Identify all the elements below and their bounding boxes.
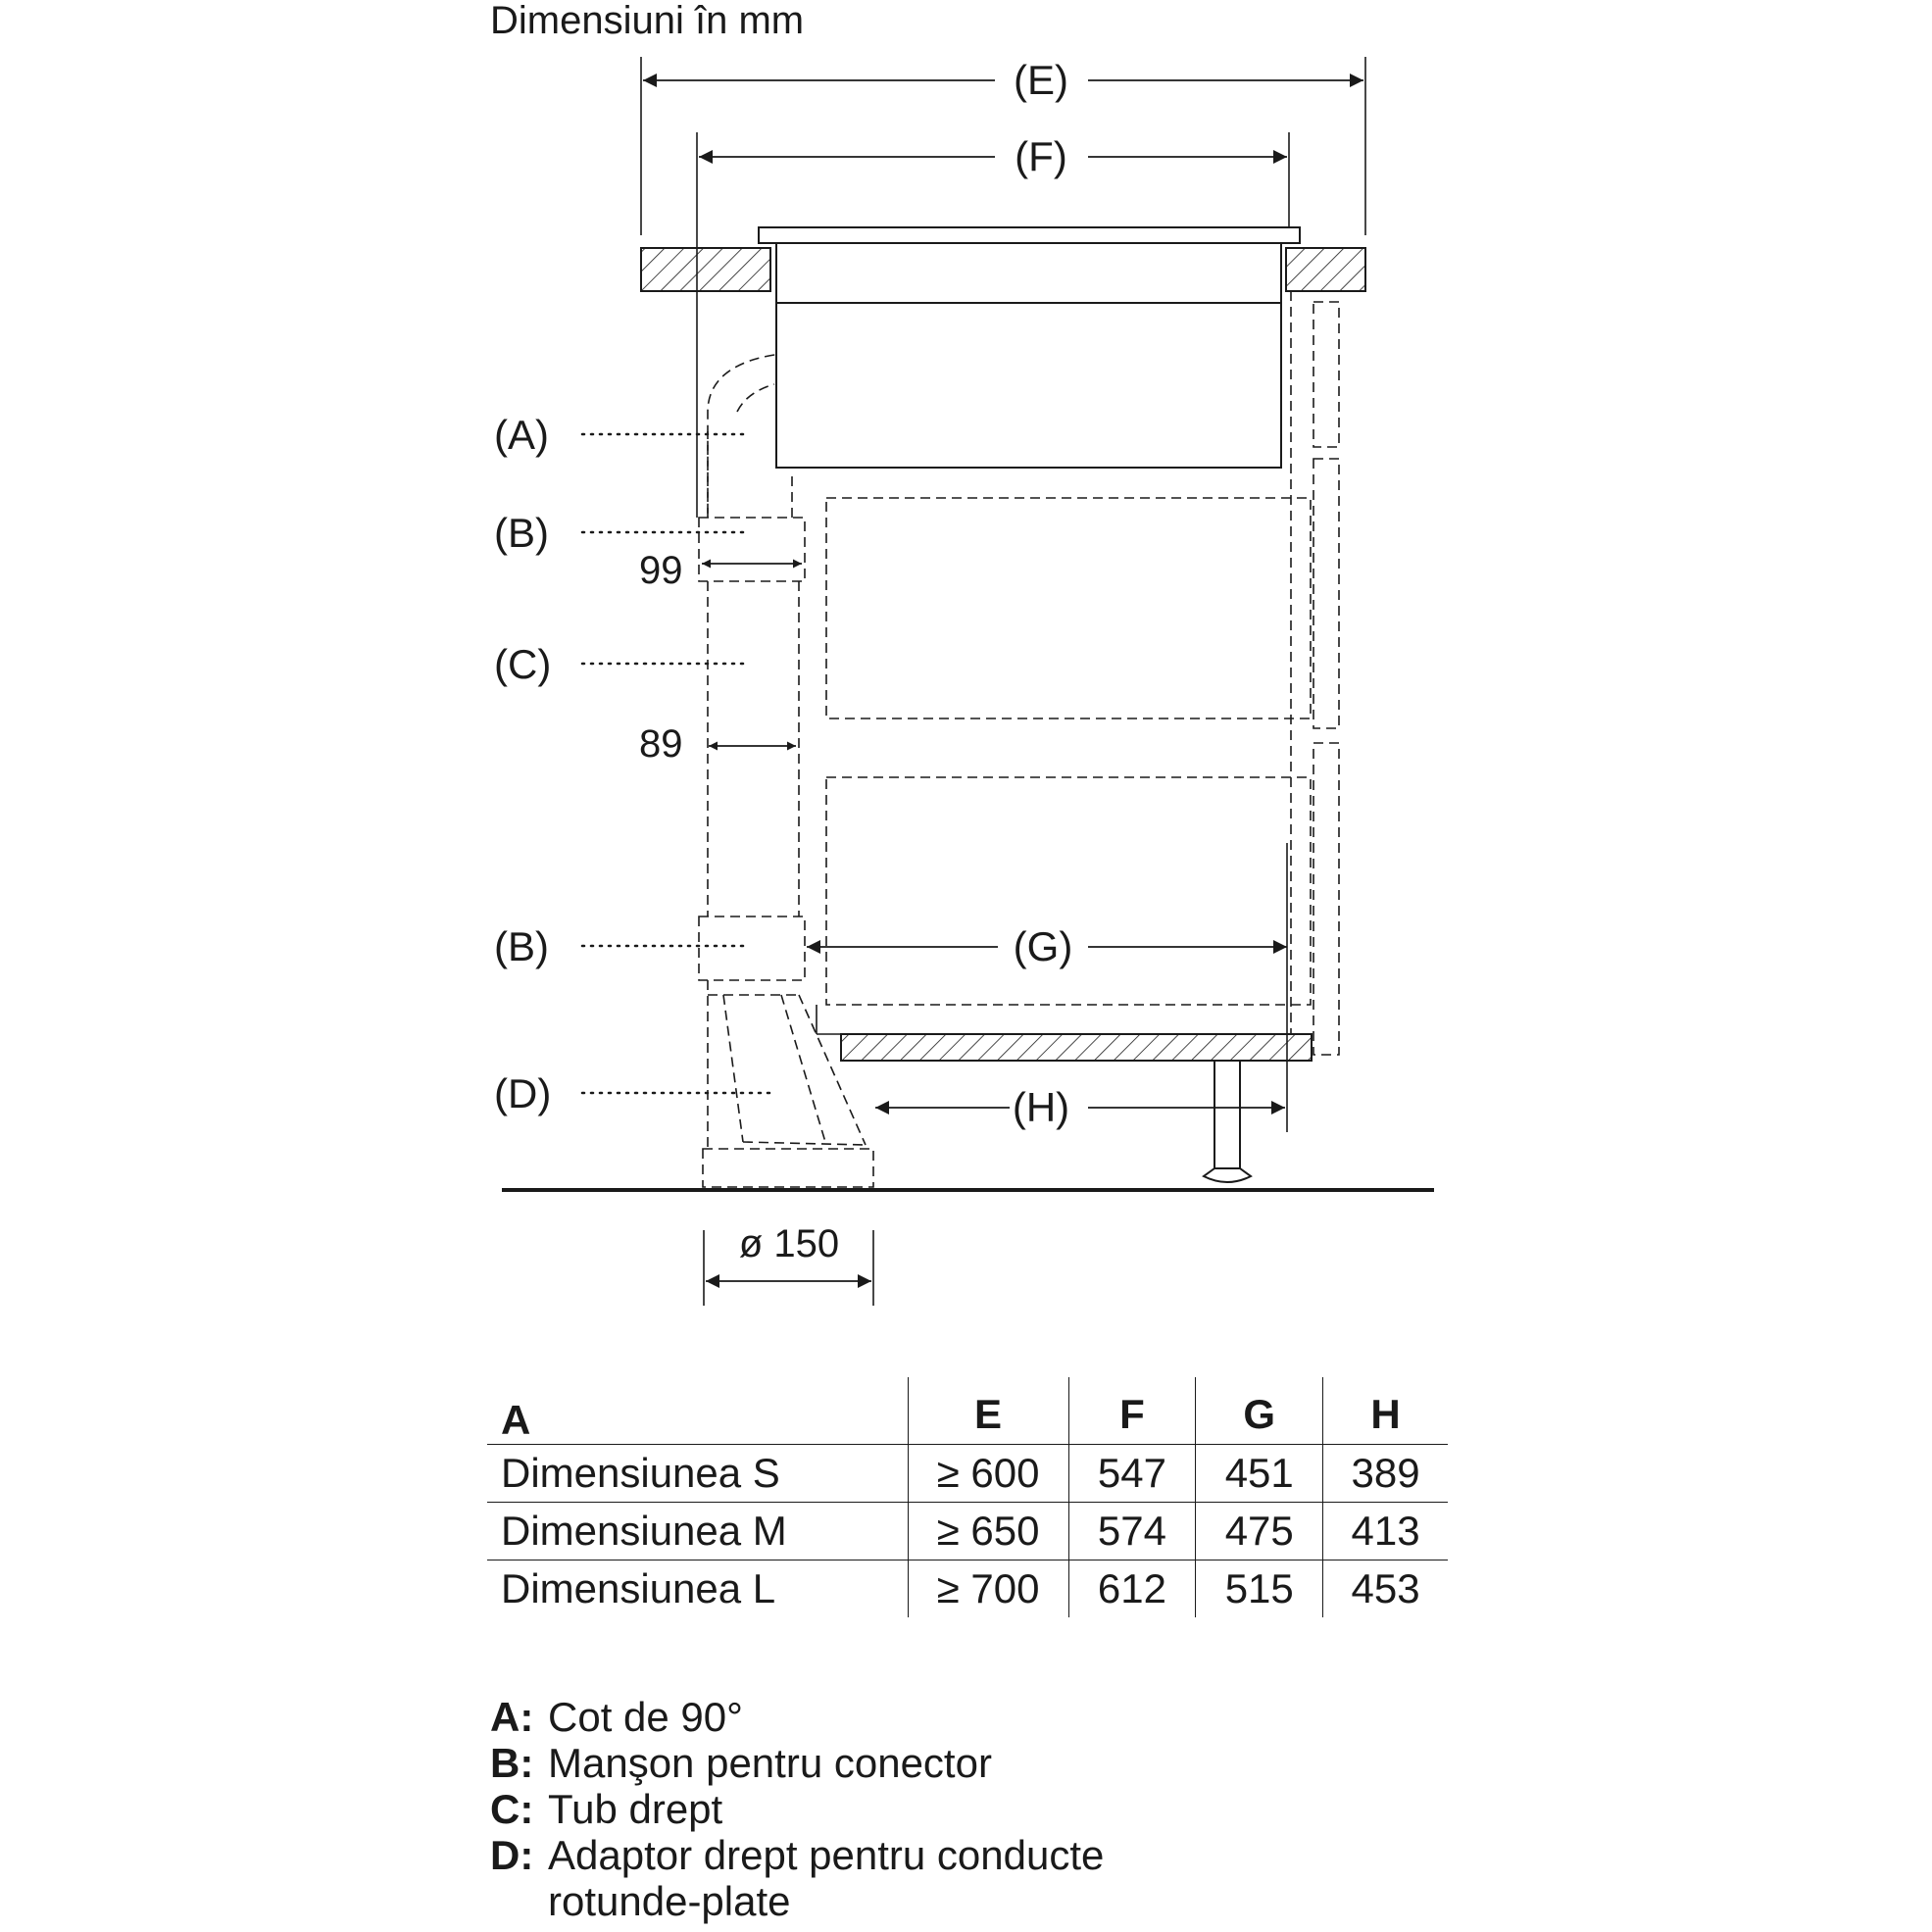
dimension-g [807, 923, 1287, 969]
table-row [487, 1503, 1448, 1560]
table-cell: 515 [1196, 1560, 1323, 1618]
table-cell: 389 [1323, 1445, 1448, 1503]
legend-key: B: [490, 1740, 534, 1786]
legend-text: Adaptor drept pentru conducte rotunde-plate [548, 1832, 1105, 1924]
callout-h: (H) [1012, 1084, 1070, 1130]
table-cell: 475 [1196, 1503, 1323, 1560]
callout-d-group [494, 1070, 772, 1116]
legend-key: A: [490, 1694, 534, 1740]
cooktop [759, 227, 1300, 468]
dimension-f [699, 133, 1287, 179]
callout-d: (D) [494, 1070, 552, 1116]
dimension-89 [639, 722, 796, 766]
connector-sleeve-upper [699, 518, 805, 581]
callout-f: (F) [1015, 133, 1067, 179]
table-cell: 451 [1196, 1445, 1323, 1503]
dimension-99 [639, 549, 802, 592]
callout-b-lower: (B) [494, 923, 549, 969]
table-row [487, 1560, 1448, 1618]
table-cell: Dimensiunea M [487, 1503, 908, 1560]
legend-text: Manşon pentru conector [548, 1740, 992, 1786]
legend [490, 1694, 1104, 1924]
table-cell: 413 [1323, 1503, 1448, 1560]
table-cell: ≥ 650 [908, 1503, 1068, 1560]
diameter-label: ø 150 [738, 1222, 840, 1265]
callout-b-upper-group [494, 510, 747, 556]
legend-text: Cot de 90° [548, 1694, 743, 1740]
drawing-title: Dimensiuni în mm [490, 0, 805, 42]
table-header-cell: A [487, 1377, 908, 1445]
callout-b-upper: (B) [494, 510, 549, 556]
table-cell: 547 [1068, 1445, 1196, 1503]
table-cell: ≥ 600 [908, 1445, 1068, 1503]
dimension-diameter [706, 1222, 871, 1281]
table-cell: 453 [1323, 1560, 1448, 1618]
duct-system [699, 355, 873, 1187]
callout-c-group [494, 641, 747, 687]
table-cell: 612 [1068, 1560, 1196, 1618]
dimensions-table [487, 1377, 1448, 1617]
legend-item-b [490, 1740, 1104, 1786]
dimension-e [643, 57, 1363, 103]
legend-item-c [490, 1786, 1104, 1832]
elbow-90 [708, 355, 774, 518]
table-header-cell: F [1068, 1377, 1196, 1445]
table-cell: 574 [1068, 1503, 1196, 1560]
callout-b-lower-group [494, 923, 747, 969]
plinth-leg [1214, 1061, 1240, 1168]
table-cell: ≥ 700 [908, 1560, 1068, 1618]
legend-key: D: [490, 1832, 534, 1878]
legend-item-d [490, 1832, 1104, 1924]
callout-g: (G) [1013, 923, 1073, 969]
legend-text: Tub drept [548, 1786, 723, 1832]
flat-round-adapter [703, 1149, 873, 1187]
drawer-upper [826, 498, 1311, 718]
callout-c: (C) [494, 641, 552, 687]
table-header-cell: E [908, 1377, 1068, 1445]
dimension-89-label: 89 [639, 722, 683, 766]
table-cell: Dimensiunea S [487, 1445, 908, 1503]
table-header-row [487, 1377, 1448, 1445]
drawer-lower [826, 777, 1311, 1005]
legend-key: C: [490, 1786, 534, 1832]
callout-a-group [494, 412, 747, 458]
dimension-99-label: 99 [639, 549, 683, 592]
table-row [487, 1445, 1448, 1503]
table-cell: Dimensiunea L [501, 1565, 776, 1611]
legend-item-a [490, 1694, 1104, 1740]
callout-e: (E) [1014, 57, 1068, 103]
connector-sleeve-lower [699, 916, 805, 980]
callout-a: (A) [494, 412, 549, 458]
table-header-cell: G [1196, 1377, 1323, 1445]
table-header-cell: H [1323, 1377, 1448, 1445]
